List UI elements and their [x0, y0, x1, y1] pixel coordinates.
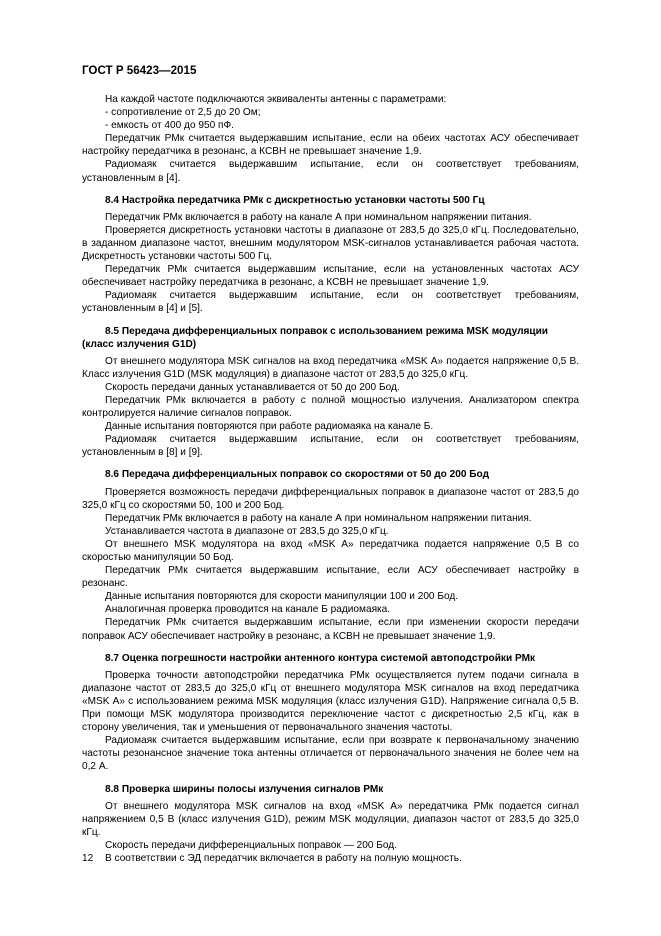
- section-heading-8-5: 8.5 Передача дифференциальных поправок с использованием режима MSK модуляции (класс излучения G1D): [82, 325, 548, 350]
- paragraph: От внешнего модулятора MSK сигналов на вход передатчика «MSK А» подается напряжение 0,5 В. Класс излучения G1D (MSK модуляция) в диапазоне частот от 283,5 до 325,0 кГц.: [82, 355, 579, 380]
- paragraph: Передатчик РМк считается выдержавшим испытание, если при изменении скорости передачи поправок АСУ обеспечивает настройку в резонанс, а КСВН не превышает значение 1,9.: [82, 617, 579, 642]
- paragraph: Передатчик РМк считается выдержавшим испытание, если на установленных частотах АСУ обеспечивает настройку передатчика в резонанс, а КСВН не превышает значение 1,9.: [82, 264, 579, 289]
- paragraph: В соответствии с ЭД передатчик включается в работу на полную мощность.: [105, 852, 462, 864]
- paragraph: Передатчик РМк включается в работу на канале А при номинальном напряжении питания.: [105, 211, 532, 223]
- section-heading-8-8: 8.8 Проверка ширины полосы излучения сигналов РМк: [105, 783, 384, 795]
- paragraph: Передатчик РМк включается в работу с полной мощностью излучения. Анализатором спектра контролируется наличие сигналов поправок.: [82, 394, 579, 420]
- document-body: [82, 93, 579, 865]
- list-item: - емкость от 400 до 950 пФ.: [105, 120, 234, 132]
- page-number: 12: [82, 853, 94, 864]
- section-heading-8-6: 8.6 Передача дифференциальных поправок со скоростями от 50 до 200 Бод: [105, 469, 489, 481]
- paragraph: Проверка точности автоподстройки передатчика РМк осуществляется путем подачи сигнала в диапазоне частот от 283,5 до 325,0 кГц от внешнего модулятора MSK сигналов на вход передатчика «MSK А» с использованием режима MSK модуляция (класс излучения G1D). Напряжение сигнала 0,5 В. При помощи MSK модулятора производится переключение частот с дискретностью 2,5 кГц, как в сторону увеличения, так и уменьшения от первоначального значения частоты.: [82, 669, 579, 734]
- section-heading-8-4: 8.4 Настройка передатчика РМк с дискретностью установки частоты 500 Гц: [105, 194, 485, 206]
- paragraph: От внешнего модулятора MSK сигналов на вход «MSK А» передатчика РМк подается сигнал напряжением 0,5 В (класс излучения G1D), режим MSK модуляции, диапазон частот от 283,5 до 325,0 кГц.: [82, 800, 579, 838]
- paragraph: Данные испытания повторяются при работе радиомаяка на канале Б.: [105, 421, 434, 433]
- paragraph: Радиомаяк считается выдержавшим испытание, если он соответствует требованиям, установленным в [4].: [82, 159, 579, 184]
- list-item: - сопротивление от 2,5 до 20 Ом;: [105, 107, 261, 119]
- section-heading-8-7: 8.7 Оценка погрешности настройки антенного контура системой автоподстройки РМк: [105, 652, 536, 664]
- paragraph: Радиомаяк считается выдержавшим испытание, если при возврате к первоначальному значению частоты резонансное значение тока антенны отличается от первоначального значения не более чем на 0,2 А.: [82, 735, 579, 773]
- paragraph: Аналогичная проверка проводится на канале Б радиомаяка.: [105, 604, 391, 616]
- paragraph: От внешнего MSK модулятора на вход «MSK А» передатчика подается напряжение 0,5 В со скоростью манипуляции 50 Бод.: [82, 538, 579, 563]
- paragraph: Устанавливается частота в диапазоне от 283,5 до 325,0 кГц.: [105, 525, 389, 537]
- paragraph: Передатчик РМк включается в работу на канале А при номинальном напряжении питания.: [105, 512, 532, 524]
- paragraph: Передатчик РМк считается выдержавшим испытание, если на обеих частотах АСУ обеспечивает настройку передатчика в резонанс, а КСВН не превышает значение 1,9.: [82, 133, 579, 158]
- paragraph: Радиомаяк считается выдержавшим испытание, если он соответствует требованиям, установленным в [4] и [5].: [82, 290, 579, 315]
- paragraph: Радиомаяк считается выдержавшим испытание, если он соответствует требованиям, установленным в [8] и [9].: [82, 434, 579, 459]
- paragraph: Данные испытания повторяются для скорости манипуляции 100 и 200 Бод.: [105, 591, 459, 603]
- paragraph: Передатчик РМк считается выдержавшим испытание, если АСУ обеспечивает настройку в резонанс.: [82, 565, 579, 590]
- paragraph: Проверяется дискретность установки частоты в диапазоне от 283,5 до 325,0 кГц. Последовательно, в заданном диапазоне частот, внешним модулятором MSK-сигналов устанавливается рабочая частота. Дискретность установки частоты 500 Гц.: [82, 224, 579, 263]
- paragraph: Скорость передачи данных устанавливается от 50 до 200 Бод.: [105, 381, 400, 393]
- document-header: ГОСТ Р 56423—2015: [82, 64, 197, 77]
- paragraph: На каждой частоте подключаются эквиваленты антенны с параметрами:: [105, 94, 447, 105]
- paragraph: Проверяется возможность передачи дифференциальных поправок в диапазоне частот от 283,5 до 325,0 кГц со скоростями 50, 100 и 200 Бод.: [82, 486, 579, 511]
- paragraph: Скорость передачи дифференциальных поправок — 200 Бод.: [105, 839, 397, 851]
